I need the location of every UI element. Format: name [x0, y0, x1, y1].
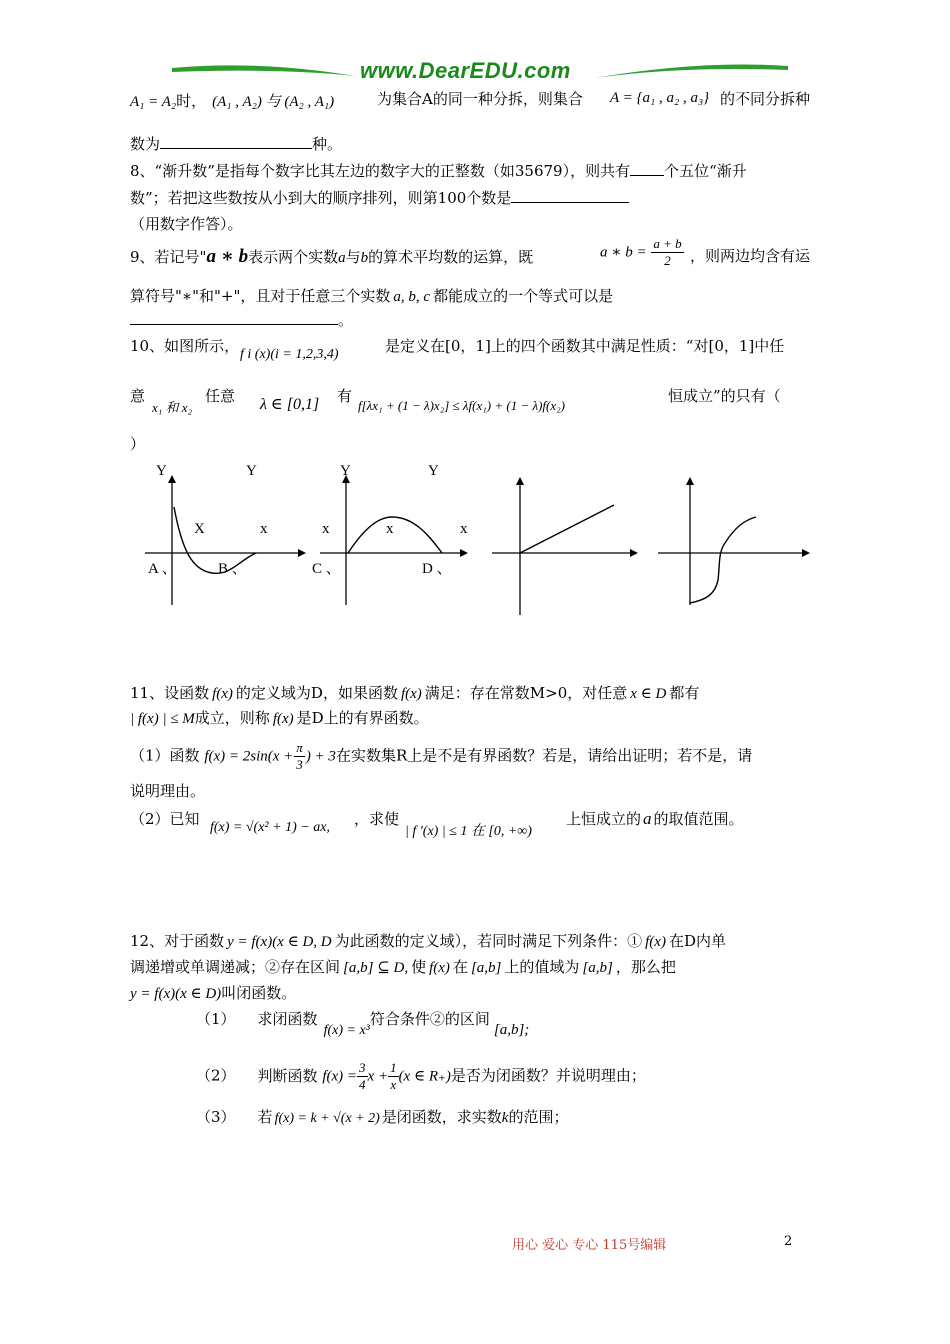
q7-line1: A₁ = A₂时， (A₁ , A₂) 与 (A₂ , A₁)	[130, 92, 335, 110]
q7-line2: 数为 种。	[130, 135, 343, 153]
q11-line2: | f(x) | ≤ M成立，则称 f(x) 是D上的有界函数。	[130, 709, 429, 727]
math-x1x2: x₁ 和 x₂	[152, 400, 193, 415]
math-deriv: | f ′(x) | ≤ 1 在 [0, +∞)	[405, 824, 532, 839]
q12-line3: y = f(x)(x ∈ D)叫闭函数。	[130, 984, 297, 1002]
graph-b	[320, 475, 468, 605]
q8-line2: 数”；若把这些数按从小到大的顺序排列，则第100个数是	[130, 187, 629, 208]
q11-part1: （1）函数 f(x) = 2sin(x + $\frac{\pi}{3}$ ) + 3在实数集R上是不是有界函数？若是，请给出证明；若不是，请	[130, 740, 753, 772]
q11-part1-line2: 说明理由。	[130, 782, 206, 800]
answer-blank	[130, 310, 338, 325]
q11-part2-b: ，求使	[354, 810, 400, 828]
header-logo	[170, 58, 790, 88]
q8-line3: （用数字作答）。	[130, 215, 243, 233]
answer-blank	[160, 134, 312, 149]
footer-text: 用心 爱心 专心 115号编辑	[512, 1238, 667, 1253]
graph-y-label: Y	[428, 463, 439, 479]
graph-d	[658, 477, 810, 605]
option-label-d: D 、	[422, 561, 452, 577]
graph-y-label: Y	[340, 463, 351, 479]
q10-line1-b: 是定义在[0，1]上的四个函数其中满足性质：“对[0，1]中任	[385, 337, 785, 355]
q9-line2: 算符号"∗"和"+"，且对于任意三个实数 a, b, c 都能成立的一个等式可以是	[130, 287, 614, 305]
q9-line1-tail: ，则两边均含有运	[690, 247, 811, 265]
logo-text: www.DearEDU.com	[360, 58, 571, 83]
q12-item-3: （3） 若 f(x) = k + √(x + 2) 是闭函数，求实数k的范围；	[196, 1108, 569, 1126]
answer-blank	[511, 188, 629, 203]
q11-line1: 11、设函数 f(x) 的定义域为D，如果函数 f(x) 满足：存在常数M>0，对任意 x ∈ D 都有	[130, 684, 700, 702]
math-op: a ∗ b	[206, 246, 249, 267]
graph-y-label: Y	[246, 463, 257, 479]
graph-x-label: x	[322, 521, 330, 537]
q9-line1: 9、若记号"a ∗ b表示两个实数a与b的算术平均数的运算，既	[130, 246, 534, 267]
graph-x-label: x	[386, 521, 394, 537]
q12-item-2: （2） 判断函数 f(x) = $\frac{3}{4}$ x + $\frac{1}{x}$ (x ∈ R₊)是否为闭函数？并说明理由；	[196, 1060, 646, 1092]
q12-line1: 12、对于函数 y = f(x)(x ∈ D, D 为此函数的定义域），若同时满足下列条件：① f(x) 在D内单	[130, 932, 726, 950]
graph-x-label: X	[194, 521, 205, 537]
q10-line2-a: 意	[130, 387, 146, 405]
q10-line1-a: 10、如图所示，	[130, 337, 240, 355]
math-set-a: A = {a₁ , a₂ , a₃}	[610, 90, 710, 106]
q10-line2-c: 有	[337, 387, 353, 405]
answer-blank	[630, 161, 664, 176]
q12-line2: 调递增或单调递减；②存在区间 [a,b] ⊆ D, 使 f(x) 在 [a,b] 上的值域为 [a,b] ，那么把	[130, 958, 676, 976]
q12-item-1: （1） 求闭函数f(x) = x³符合条件②的区间[a,b];	[196, 1010, 530, 1038]
graph-y-label: Y	[156, 463, 167, 479]
q8-line1: 8、“渐升数”是指每个数字比其左边的数字大的正整数（如35679），则共有 个五位“渐升	[130, 162, 747, 180]
q7-line1-tail: 的不同分拆种	[720, 90, 811, 108]
q11-part2-c: 上恒成立的 a 的取值范围。	[566, 809, 744, 828]
page-number: 2	[784, 1234, 793, 1249]
q10-line3: ）	[130, 435, 146, 453]
q10-line2-d: 恒成立”的只有（	[668, 387, 781, 405]
graph-c	[492, 477, 638, 615]
q7-line1-text: 为集合A的同一种分拆，则集合	[377, 90, 583, 108]
option-label-b: B 、	[218, 561, 247, 577]
math-ineq: f[λx₁ + (1 − λ)x₂] ≤ λf(x₁) + (1 − λ)f(x₂)	[358, 398, 565, 413]
graph-x-label: x	[260, 521, 268, 537]
math-fi: f i (x)(i = 1,2,3,4)	[240, 347, 339, 362]
graph-x-label: x	[460, 521, 468, 537]
math-lambda: λ ∈ [0,1]	[260, 396, 320, 413]
q10-line2-b: 任意	[205, 387, 236, 405]
math-pairs: (A₁ , A₂) 与 (A₂ , A₁)	[212, 94, 335, 110]
graph-a	[145, 475, 306, 605]
q9-line3: 。	[130, 309, 353, 330]
option-label-a: A 、	[148, 561, 177, 577]
math-def: a ∗ b = $\frac{a + b}{2}$	[600, 236, 682, 268]
math-a1-eq-a2: A₁ = A₂	[130, 94, 177, 110]
math-sqrt: f(x) = √(x² + 1) − ax,	[210, 820, 330, 835]
q11-part2-a: （2）已知	[130, 810, 200, 828]
option-label-c: C 、	[312, 561, 341, 577]
function-graphs	[130, 455, 830, 625]
